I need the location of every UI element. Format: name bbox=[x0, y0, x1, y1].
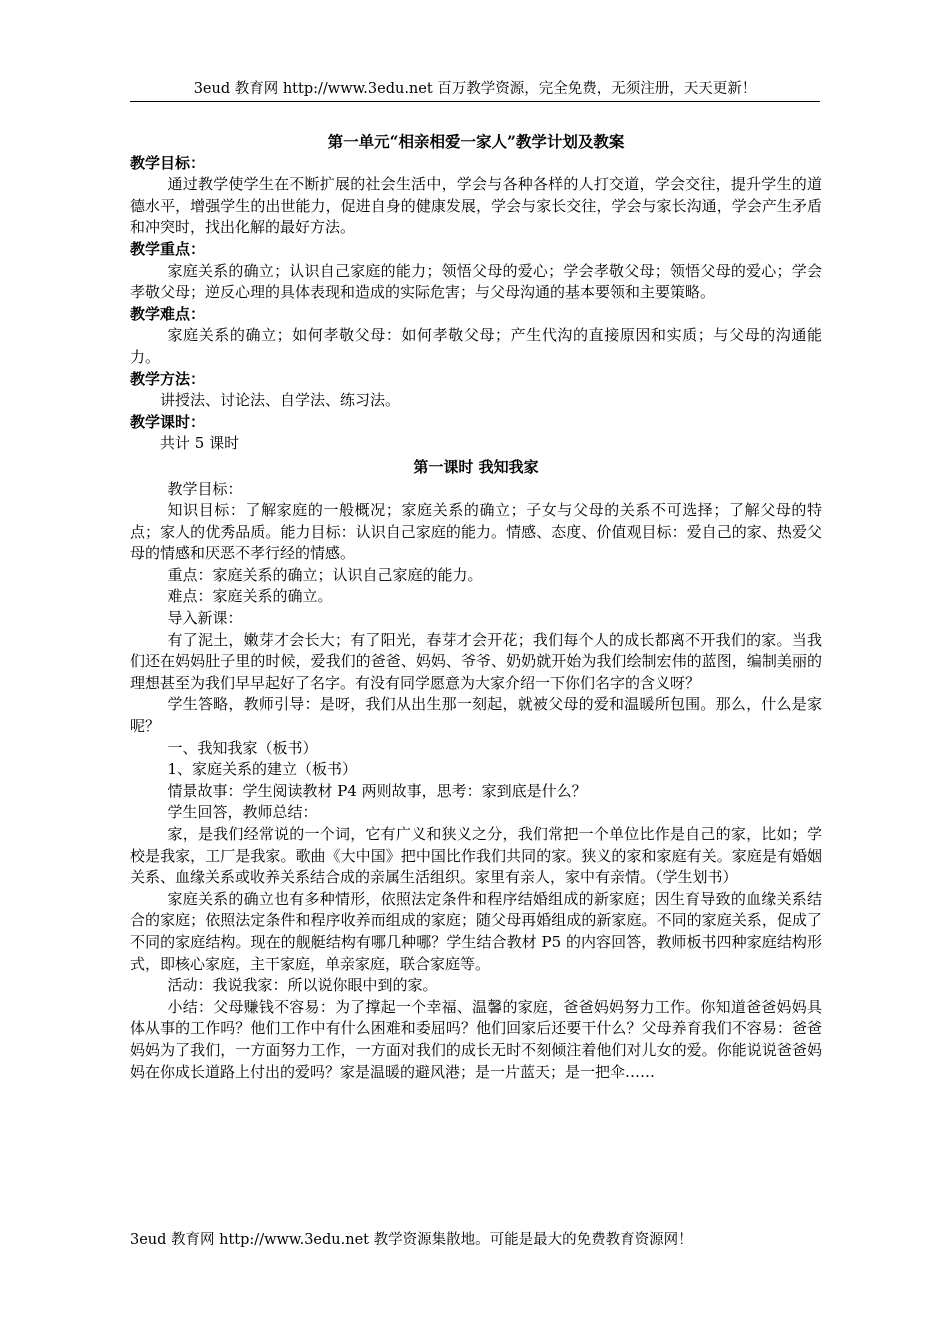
lesson-paragraph: 家，是我们经常说的一个词，它有广义和狭义之分，我们常把一个单位比作是自己的家，比如；学校是我家，工厂是我家。歌曲《大中国》把中国比作我们共同的家。狭义的家和家庭有关。家庭是有婚姻关系、血缘关系或收养关系结合成的亲属生活组织。家里有亲人，家中有亲情。（学生划书） bbox=[130, 825, 822, 887]
page-header: 3eud 教育网 http://www.3edu.net 百万教学资源，完全免费，无须注册，天天更新！ bbox=[130, 80, 820, 102]
hours-text: 共计 5 课时 bbox=[160, 434, 240, 453]
lesson-paragraph: 导入新课： bbox=[167, 609, 243, 628]
lesson-paragraph: 学生答略，教师引导：是呀，我们从出生那一刻起，就被父母的爱和温暖所包围。那么，什么是家呢？ bbox=[130, 695, 822, 736]
lesson-paragraph: 学生回答，教师总结： bbox=[167, 803, 318, 822]
lesson-paragraph: 难点：家庭关系的确立。 bbox=[167, 587, 333, 606]
lesson-paragraph: 一、我知我家（板书） bbox=[167, 738, 318, 757]
key-points-heading: 教学重点： bbox=[130, 239, 206, 258]
goals-text: 通过教学使学生在不断扩展的社会生活中，学会与各种各样的人打交道，学会交往，提升学生的道德水平，增强学生的出世能力，促进自身的健康发展，学会与家长交往，学会与家长沟通，学会产生矛盾和冲突时，找出化解的最好方法。 bbox=[130, 175, 822, 237]
lesson-paragraph: 有了泥土，嫩芽才会长大；有了阳光，春芽才会开花；我们每个人的成长都离不开我们的家。当我们还在妈妈肚子里的时候，爱我们的爸爸、妈妈、爷爷、奶奶就开始为我们绘制宏伟的蓝图，编制美丽的理想甚至为我们早早起好了名字。有没有同学愿意为大家介绍一下你们名字的含义呀？ bbox=[130, 630, 822, 692]
key-points-text: 家庭关系的确立；认识自己家庭的能力；领悟父母的爱心；学会孝敬父母；领悟父母的爱心；学会孝敬父母；逆反心理的具体表现和造成的实际危害；与父母沟通的基本要领和主要策略。 bbox=[130, 261, 822, 302]
lesson-paragraph: 重点：家庭关系的确立；认识自己家庭的能力。 bbox=[167, 565, 483, 584]
lesson-paragraph: 教学目标： bbox=[167, 479, 243, 498]
page-footer: 3eud 教育网 http://www.3edu.net 教学资源集散地。可能是最大的免费教育资源网！ bbox=[130, 1232, 693, 1248]
lesson-paragraph: 1、家庭关系的建立（板书） bbox=[167, 760, 358, 779]
lesson-paragraph: 活动：我说我家：所以说你眼中到的家。 bbox=[167, 976, 438, 995]
document-body bbox=[130, 131, 822, 1083]
document-title: 第一单元“相亲相爱一家人”教学计划及教案 bbox=[327, 132, 625, 151]
difficulty-heading: 教学难点： bbox=[130, 304, 206, 323]
lesson-paragraph: 知识目标：了解家庭的一般概况；家庭关系的确立；子女与父母的关系不可选择；了解父母的特点；家人的优秀品质。能力目标：认识自己家庭的能力。情感、态度、价值观目标：爱自己的家、热爱父母的情感和厌恶不孝行经的情感。 bbox=[130, 501, 822, 563]
method-text: 讲授法、讨论法、自学法、练习法。 bbox=[160, 391, 401, 410]
hours-heading: 教学课时： bbox=[130, 412, 206, 431]
difficulty-text: 家庭关系的确立；如何孝敬父母：如何孝敬父母；产生代沟的直接原因和实质；与父母的沟通能力。 bbox=[130, 326, 822, 366]
goals-heading: 教学目标： bbox=[130, 153, 206, 172]
lesson-paragraph: 情景故事：学生阅读教材 P4 两则故事，思考：家到底是什么？ bbox=[167, 781, 587, 800]
lesson-title: 第一课时 我知我家 bbox=[413, 457, 539, 476]
method-heading: 教学方法： bbox=[130, 369, 206, 388]
lesson-paragraph: 小结：父母赚钱不容易：为了撑起一个幸福、温馨的家庭，爸爸妈妈努力工作。你知道爸爸妈妈具体从事的工作吗？他们工作中有什么困难和委屈吗？他们回家后还要干什么？父母养育我们不容易：爸爸妈妈为了我们，一方面努力工作，一方面对我们的成长无时不刻倾注着他们对儿女的爱。你能说说爸爸妈妈在你成长道路上付出的爱吗？家是温暖的避风港；是一片蓝天；是一把伞…… bbox=[130, 997, 822, 1081]
lesson-paragraph: 家庭关系的确立也有多种情形，依照法定条件和程序结婚组成的新家庭；因生育导致的血缘关系结合的家庭；依照法定条件和程序收养而组成的家庭；随父母再婚组成的新家庭。不同的家庭关系，促成了不同的家庭结构。现在的舰艇结构有哪几种哪？学生结合教材 P5 的内容回答，教师板书四种家庭结构形式，即核心家庭，主干家庭，单亲家庭，联合家庭等。 bbox=[130, 889, 822, 973]
